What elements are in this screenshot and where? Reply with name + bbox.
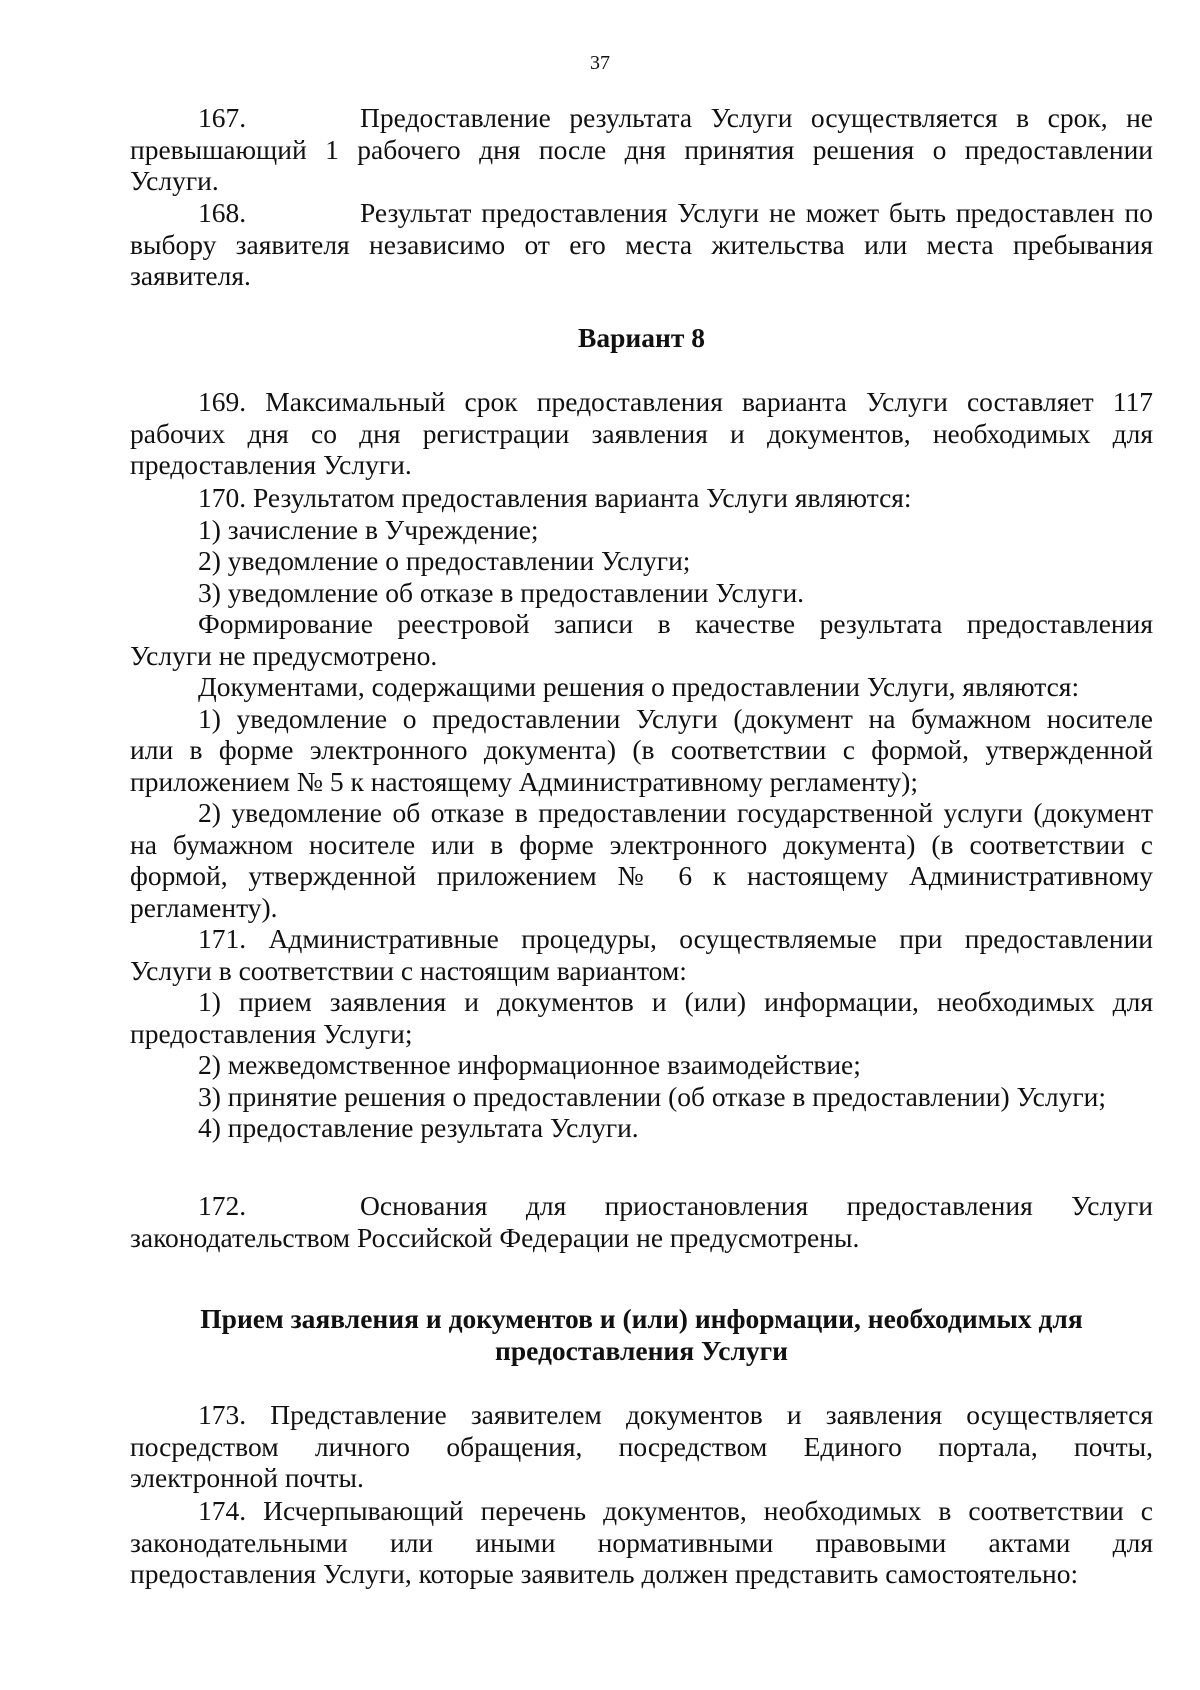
- paragraph-number: 172.: [198, 1190, 247, 1221]
- heading-variant: Вариант 8: [578, 322, 705, 353]
- paragraph-167: 167. Предоставление результата Услуги осуществляется в срок, не превышающий 1 рабочего дня после дня принятия решения о предоставлении Услуги.: [130, 102, 1153, 196]
- list-item: 4) предоставление результата Услуги.: [198, 1112, 639, 1143]
- paragraph-174: 174. Исчерпывающий перечень документов, необходимых в соответствии с законодательными или иными нормативными правовыми актами для предоставления Услуги, которые заявитель должен представить самостоятельно:: [130, 1495, 1153, 1589]
- paragraph-168-line1: 168. Результат предоставления Услуги не может быть предоставлен по: [198, 197, 1153, 228]
- paragraph-172: 172. Основания для приостановления предоставления Услуги законодательством Российской Федерации не предусмотрены.: [130, 1190, 1153, 1253]
- paragraph-172-line1: 172. Основания для приостановления предоставления Услуги: [198, 1190, 1153, 1221]
- paragraph-171: 171. Административные процедуры, осуществляемые при предоставлении Услуги в соответствии с настоящим вариантом: 1) прием заявления и документов и (или) информации, необходимых для предоставления Услуги; 2) межведомственное информационное взаимодействие; 3) принятие решения о предоставлении (об отказе в предоставлении) Услуги; 4) предоставление результата Услуги.: [130, 923, 1153, 1143]
- paragraph-169: 169. Максимальный срок предоставления варианта Услуги составляет 117 рабочих дня со дня регистрации заявления и документов, необходимых для предоставления Услуги.: [130, 386, 1153, 480]
- page-number: 37: [590, 52, 610, 74]
- paragraph-170: 170. Результатом предоставления варианта Услуги являются: 1) зачисление в Учреждение; 2) уведомление о предоставлении Услуги; 3) уведомление об отказе в предоставлении Услуги. Формирование реестровой записи в качестве результата предоставления Услуги не предусмотрено. Документами, содержащими решения о предоставлении Услуги, являются: 1) уведомление о предоставлении Услуги (документ на бумажном носителе или в форме электронного документа) (в соответствии с формой, утвержденной приложением № 5 к настоящему Административному регламенту); 2) уведомление об отказе в предоставлении государственной услуги (документ на бумажном носителе или в форме электронного документа) (в соответствии с формой, утвержденной приложением № 6 к настоящему Административному регламенту).: [130, 482, 1153, 923]
- section-heading: Прием заявления и документов и (или) информации, необходимых для предоставления Услуги: [200, 1303, 1083, 1366]
- paragraph-number: 168.: [198, 197, 247, 228]
- paragraph-168: 168. Результат предоставления Услуги не может быть предоставлен по выбору заявителя независимо от его места жительства или места пребывания заявителя.: [130, 197, 1153, 291]
- list-item: 2) уведомление о предоставлении Услуги;: [198, 545, 691, 576]
- list-item: 1) прием заявления и документов и (или) информации, необходимых для: [198, 986, 1153, 1017]
- list-item: 2) межведомственное информационное взаимодействие;: [198, 1049, 861, 1080]
- paragraph-number: 167.: [198, 102, 247, 133]
- list-item: 3) уведомление об отказе в предоставлении Услуги.: [198, 576, 805, 608]
- list-item: 1) зачисление в Учреждение;: [198, 513, 539, 545]
- list-item: 3) принятие решения о предоставлении (об отказе в предоставлении) Услуги;: [198, 1080, 1106, 1112]
- paragraph-167-line1: 167. Предоставление результата Услуги осуществляется в срок, не: [198, 102, 1153, 133]
- paragraph-173: 173. Представление заявителем документов и заявления осуществляется посредством личного обращения, посредством Единого портала, почты, электронной почты.: [130, 1399, 1153, 1493]
